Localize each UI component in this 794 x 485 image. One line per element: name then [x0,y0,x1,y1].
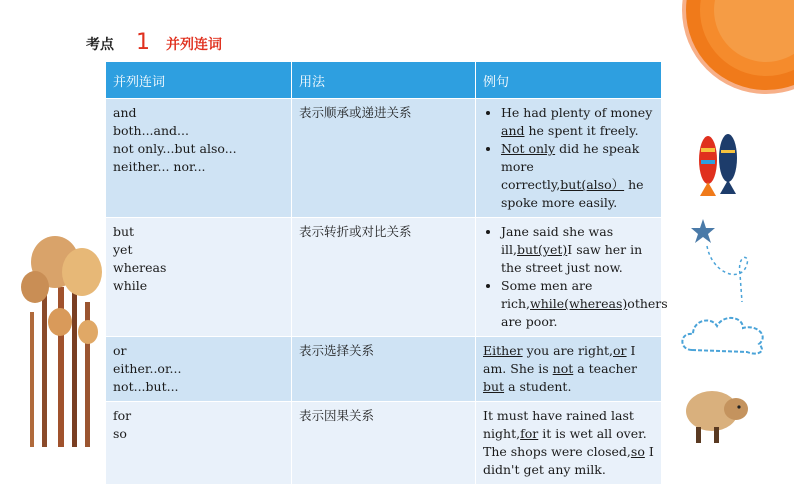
conjunction-word: not only...but also... [113,141,237,156]
section-title: 并列连词 [166,37,222,53]
conjunction-word: yet [113,242,133,257]
conjunction-cell [106,337,292,402]
example-cell: It must have rained last night,for it is wet all over. The shops were closed,so I didn't get any milk. [476,402,662,485]
trees-illustration [0,232,110,447]
example-sentence: • Jane said she was ill,but(yet)I saw her in the street just now. [501,223,654,277]
conjunction-word: and [113,105,137,120]
example-cell [476,218,668,337]
star-icon [690,218,716,244]
conjunction-word: either..or... [113,361,182,376]
table-row [106,99,662,218]
conjunction-cell [106,218,292,337]
sun-decoration [654,0,794,130]
table-row [106,218,662,337]
column-header-example: 例句 [476,62,662,99]
section-number: 1 [136,30,150,55]
conjunction-word: not...but... [113,379,179,394]
table-header-row [106,62,662,99]
conjunction-word: but [113,224,135,239]
usage-cell: 表示转折或对比关系 [292,218,476,337]
column-header-usage: 用法 [292,62,476,99]
conjunction-word: both...and... [113,123,189,138]
example-sentence: • Some men are rich,while(whereas)others are poor. [501,277,654,331]
fish-illustration [694,130,744,200]
conjunction-table [105,61,668,485]
example-sentence: • He had plenty of money and he spent it freely. [501,104,654,140]
dotted-trail [702,244,762,304]
table-row [106,402,662,485]
section-label: 考点 [86,37,114,53]
usage-cell: 表示选择关系 [292,337,476,402]
column-header-conjunction: 并列连词 [106,62,292,99]
conjunction-word: while [113,278,148,293]
conjunction-word: neither... nor... [113,159,206,174]
cloud-icon [677,310,777,360]
conjunction-word: so [113,426,127,441]
example-sentence: • Not only did he speak more correctly,but(also） he spoke more easily. [501,140,654,212]
section-header [86,30,222,60]
conjunction-word: whereas [113,260,167,275]
example-cell: Either you are right,or I am. She is not a teacher but a student. [476,337,662,402]
example-cell [476,99,662,218]
conjunction-word: for [113,408,132,423]
usage-cell: 表示因果关系 [292,402,476,485]
table-row [106,337,662,402]
conjunction-cell [106,99,292,218]
usage-cell: 表示顺承或递进关系 [292,99,476,218]
conjunction-word: or [113,343,127,358]
conjunction-cell [106,402,292,485]
sheep-illustration [684,383,754,447]
